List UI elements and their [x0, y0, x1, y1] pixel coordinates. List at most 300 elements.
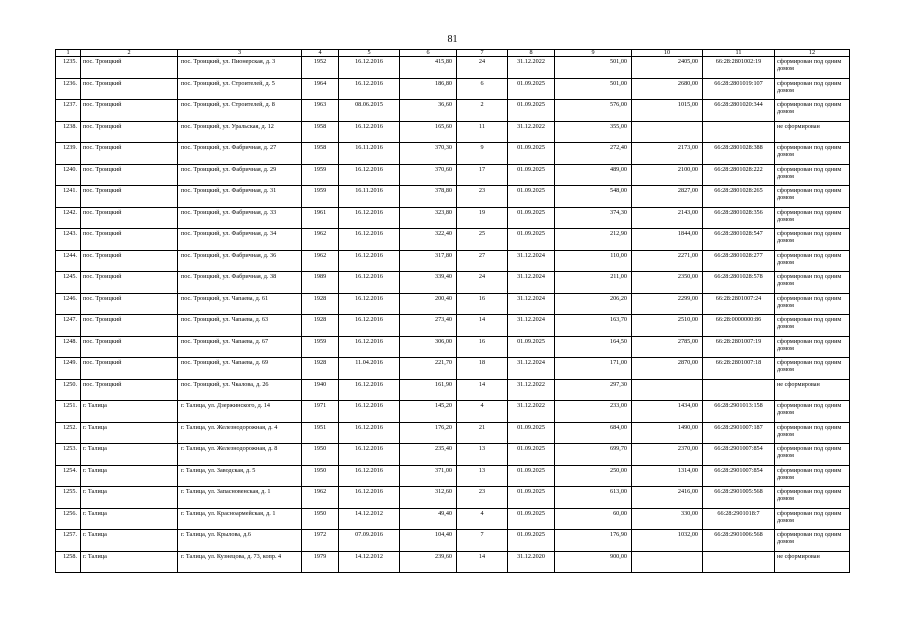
cell-settlement: пос. Троицкий: [81, 358, 178, 380]
cell-address: пос. Троицкий, ул. Фабричная, д. 38: [178, 272, 302, 294]
cell-value-a: 501,00: [555, 78, 632, 100]
cell-settlement: пос. Троицкий: [81, 293, 178, 315]
cell-row-number: 1252.: [56, 422, 81, 444]
cell-date: 16.12.2016: [339, 121, 400, 143]
column-number-9: 9: [555, 50, 632, 57]
cell-date: 16.12.2016: [339, 78, 400, 100]
cell-area: 273,40: [400, 315, 457, 337]
cell-value-b: 1490,00: [632, 422, 703, 444]
cell-date: 14.12.2012: [339, 508, 400, 530]
cell-cadastral-number: 66:28:2801007:24: [703, 293, 775, 315]
cell-build-year: 1962: [302, 250, 339, 272]
cell-residents: 6: [457, 78, 508, 100]
cell-area: 371,00: [400, 465, 457, 487]
cell-address: г. Талица, ул. Крылова, д.6: [178, 530, 302, 552]
column-number-1: 1: [56, 50, 81, 57]
cell-residents: 14: [457, 551, 508, 573]
cell-value-a: 60,00: [555, 508, 632, 530]
cell-deadline: 31.12.2024: [508, 315, 555, 337]
cell-date: 14.12.2012: [339, 551, 400, 573]
cell-residents: 23: [457, 487, 508, 509]
cell-build-year: 1952: [302, 57, 339, 79]
cell-residents: 7: [457, 530, 508, 552]
cell-settlement: пос. Троицкий: [81, 121, 178, 143]
table-row: [56, 186, 850, 208]
cell-value-b: 2680,00: [632, 78, 703, 100]
cell-settlement: пос. Троицкий: [81, 186, 178, 208]
cell-settlement: г. Талица: [81, 487, 178, 509]
cell-settlement: г. Талица: [81, 508, 178, 530]
cell-date: 16.12.2016: [339, 444, 400, 466]
cell-value-a: 250,00: [555, 465, 632, 487]
cell-value-b: 1032,00: [632, 530, 703, 552]
cell-address: г. Талица, ул. Кузнецова, д. 73, копр. 4: [178, 551, 302, 573]
cell-area: 323,80: [400, 207, 457, 229]
cell-value-b: 2785,00: [632, 336, 703, 358]
cell-settlement: пос. Троицкий: [81, 143, 178, 165]
cell-residents: 16: [457, 336, 508, 358]
cell-land-status: сформирован под одним домом: [775, 508, 850, 530]
cell-land-status: сформирован под одним домом: [775, 100, 850, 122]
cell-value-a: 699,70: [555, 444, 632, 466]
cell-build-year: 1950: [302, 508, 339, 530]
cell-value-b: [632, 121, 703, 143]
column-number-3: 3: [178, 50, 302, 57]
cell-cadastral-number: 66:28:2801007:18: [703, 358, 775, 380]
cell-deadline: 01.09.2025: [508, 186, 555, 208]
cell-build-year: 1950: [302, 465, 339, 487]
cell-value-a: 297,30: [555, 379, 632, 401]
cell-build-year: 1979: [302, 551, 339, 573]
cell-deadline: 31.12.2024: [508, 272, 555, 294]
cell-land-status: сформирован под одним домом: [775, 336, 850, 358]
cell-value-a: 355,00: [555, 121, 632, 143]
cell-deadline: 31.12.2024: [508, 358, 555, 380]
cell-value-a: 613,00: [555, 487, 632, 509]
cell-value-b: 1015,00: [632, 100, 703, 122]
cell-row-number: 1258.: [56, 551, 81, 573]
cell-value-a: 176,90: [555, 530, 632, 552]
cell-value-a: 374,30: [555, 207, 632, 229]
cell-value-b: 2143,00: [632, 207, 703, 229]
cell-row-number: 1244.: [56, 250, 81, 272]
cell-deadline: 01.09.2025: [508, 487, 555, 509]
table-row: [56, 336, 850, 358]
cell-row-number: 1257.: [56, 530, 81, 552]
cell-land-status: сформирован под одним домом: [775, 358, 850, 380]
cell-residents: 23: [457, 186, 508, 208]
cell-address: пос. Троицкий, ул. Чапаева, д. 69: [178, 358, 302, 380]
cell-value-a: 233,00: [555, 401, 632, 423]
cell-row-number: 1236.: [56, 78, 81, 100]
cell-settlement: пос. Троицкий: [81, 164, 178, 186]
column-number-5: 5: [339, 50, 400, 57]
cell-land-status: сформирован под одним домом: [775, 465, 850, 487]
cell-settlement: г. Талица: [81, 530, 178, 552]
cell-land-status: сформирован под одним домом: [775, 487, 850, 509]
cell-date: 16.12.2016: [339, 336, 400, 358]
cell-value-a: 211,00: [555, 272, 632, 294]
cell-residents: 19: [457, 207, 508, 229]
cell-deadline: 01.09.2025: [508, 100, 555, 122]
cell-date: 16.12.2016: [339, 164, 400, 186]
cell-date: 16.12.2016: [339, 401, 400, 423]
table-row: [56, 229, 850, 251]
cell-land-status: сформирован под одним домом: [775, 293, 850, 315]
table-row: [56, 551, 850, 573]
cell-settlement: пос. Троицкий: [81, 100, 178, 122]
cell-area: 306,00: [400, 336, 457, 358]
cell-value-b: 2271,00: [632, 250, 703, 272]
cell-deadline: 31.12.2022: [508, 57, 555, 79]
table-row: [56, 272, 850, 294]
cell-settlement: г. Талица: [81, 422, 178, 444]
cell-row-number: 1243.: [56, 229, 81, 251]
cell-settlement: пос. Троицкий: [81, 315, 178, 337]
cell-land-status: сформирован под одним домом: [775, 250, 850, 272]
cell-cadastral-number: [703, 551, 775, 573]
table-row: [56, 100, 850, 122]
cell-date: 16.12.2016: [339, 57, 400, 79]
cell-land-status: не сформирован: [775, 379, 850, 401]
table-row: [56, 121, 850, 143]
cell-area: 239,60: [400, 551, 457, 573]
cell-settlement: пос. Троицкий: [81, 78, 178, 100]
cell-row-number: 1254.: [56, 465, 81, 487]
cell-date: 07.09.2016: [339, 530, 400, 552]
cell-cadastral-number: 66:28:2801028:222: [703, 164, 775, 186]
cell-build-year: 1963: [302, 100, 339, 122]
cell-date: 16.11.2016: [339, 143, 400, 165]
cell-address: г. Талица, ул. Заводская, д. 5: [178, 465, 302, 487]
cell-address: пос. Троицкий, ул. Фабричная, д. 29: [178, 164, 302, 186]
cell-residents: 4: [457, 508, 508, 530]
cell-value-a: 110,00: [555, 250, 632, 272]
table-row: [56, 315, 850, 337]
cell-row-number: 1241.: [56, 186, 81, 208]
table-row: [56, 465, 850, 487]
cell-land-status: не сформирован: [775, 551, 850, 573]
cell-area: 235,40: [400, 444, 457, 466]
table-row: [56, 57, 850, 79]
cell-deadline: 01.09.2025: [508, 465, 555, 487]
cell-settlement: г. Талица: [81, 444, 178, 466]
cell-build-year: 1972: [302, 530, 339, 552]
cell-value-a: 163,70: [555, 315, 632, 337]
cell-date: 16.12.2016: [339, 315, 400, 337]
cell-cadastral-number: 66:28:2901005:568: [703, 487, 775, 509]
cell-value-b: 2405,00: [632, 57, 703, 79]
column-number-row: [56, 50, 850, 57]
cell-build-year: 1989: [302, 272, 339, 294]
cell-address: пос. Троицкий, ул. Чапаева, д. 63: [178, 315, 302, 337]
cell-build-year: 1940: [302, 379, 339, 401]
column-number-4: 4: [302, 50, 339, 57]
cell-residents: 11: [457, 121, 508, 143]
cell-land-status: сформирован под одним домом: [775, 164, 850, 186]
cell-address: пос. Троицкий, ул. Фабричная, д. 27: [178, 143, 302, 165]
cell-cadastral-number: 66:28:2801028:277: [703, 250, 775, 272]
cell-area: 36,60: [400, 100, 457, 122]
cell-deadline: 01.09.2025: [508, 422, 555, 444]
cell-residents: 9: [457, 143, 508, 165]
cell-deadline: 01.09.2025: [508, 530, 555, 552]
cell-settlement: пос. Троицкий: [81, 57, 178, 79]
cell-area: 176,20: [400, 422, 457, 444]
cell-address: пос. Троицкий, ул. Чапаева, д. 61: [178, 293, 302, 315]
cell-address: пос. Троицкий, ул. Чкалова, д. 26: [178, 379, 302, 401]
cell-row-number: 1247.: [56, 315, 81, 337]
cell-residents: 13: [457, 444, 508, 466]
cell-value-b: 2827,00: [632, 186, 703, 208]
cell-row-number: 1235.: [56, 57, 81, 79]
cell-cadastral-number: 66:28:2901018:7: [703, 508, 775, 530]
table-row: [56, 250, 850, 272]
table-row: [56, 444, 850, 466]
cell-land-status: сформирован под одним домом: [775, 207, 850, 229]
cell-area: 200,40: [400, 293, 457, 315]
table-row: [56, 78, 850, 100]
cell-residents: 21: [457, 422, 508, 444]
cell-residents: 14: [457, 315, 508, 337]
cell-deadline: 01.09.2025: [508, 164, 555, 186]
table-row: [56, 143, 850, 165]
cell-settlement: пос. Троицкий: [81, 207, 178, 229]
table-row: [56, 530, 850, 552]
column-number-10: 10: [632, 50, 703, 57]
cell-date: 16.12.2016: [339, 272, 400, 294]
cell-address: г. Талица, ул. Дзержинского, д. 14: [178, 401, 302, 423]
cell-date: 16.12.2016: [339, 229, 400, 251]
cell-date: 08.06.2015: [339, 100, 400, 122]
cell-build-year: 1928: [302, 293, 339, 315]
cell-address: г. Талица, ул. Запасновенская, д. 1: [178, 487, 302, 509]
table-row: [56, 401, 850, 423]
cell-area: 370,30: [400, 143, 457, 165]
cell-area: 165,60: [400, 121, 457, 143]
cell-build-year: 1959: [302, 186, 339, 208]
cell-address: г. Талица, ул. Красноармейская, д. 1: [178, 508, 302, 530]
cell-area: 339,40: [400, 272, 457, 294]
cell-value-b: 2299,00: [632, 293, 703, 315]
cell-date: 16.12.2016: [339, 250, 400, 272]
cell-value-a: 489,00: [555, 164, 632, 186]
cell-value-b: 1434,00: [632, 401, 703, 423]
column-number-7: 7: [457, 50, 508, 57]
cell-row-number: 1242.: [56, 207, 81, 229]
cell-build-year: 1951: [302, 422, 339, 444]
cell-value-a: 272,40: [555, 143, 632, 165]
column-number-2: 2: [81, 50, 178, 57]
cell-row-number: 1237.: [56, 100, 81, 122]
cell-value-b: 2510,00: [632, 315, 703, 337]
cell-area: 312,60: [400, 487, 457, 509]
cell-value-b: 1314,00: [632, 465, 703, 487]
cell-address: пос. Троицкий, ул. Фабричная, д. 34: [178, 229, 302, 251]
cell-build-year: 1964: [302, 78, 339, 100]
cell-address: пос. Троицкий, ул. Уральская, д. 12: [178, 121, 302, 143]
cell-deadline: 01.09.2025: [508, 207, 555, 229]
cell-value-b: 2100,00: [632, 164, 703, 186]
table-row: [56, 358, 850, 380]
cell-area: 415,80: [400, 57, 457, 79]
cell-residents: 25: [457, 229, 508, 251]
cell-build-year: 1958: [302, 121, 339, 143]
cell-area: 145,20: [400, 401, 457, 423]
cell-deadline: 31.12.2022: [508, 121, 555, 143]
cell-residents: 4: [457, 401, 508, 423]
cell-build-year: 1959: [302, 336, 339, 358]
cell-row-number: 1253.: [56, 444, 81, 466]
cell-value-b: 2416,00: [632, 487, 703, 509]
table-body: [56, 57, 850, 573]
cell-land-status: сформирован под одним домом: [775, 530, 850, 552]
cell-value-a: 576,00: [555, 100, 632, 122]
cell-address: пос. Троицкий, ул. Строителей, д. 5: [178, 78, 302, 100]
cell-residents: 24: [457, 272, 508, 294]
cell-area: 370,60: [400, 164, 457, 186]
cell-deadline: 31.12.2022: [508, 401, 555, 423]
cell-land-status: сформирован под одним домом: [775, 422, 850, 444]
cell-settlement: пос. Троицкий: [81, 336, 178, 358]
cell-cadastral-number: 66:28:2901013:158: [703, 401, 775, 423]
table-row: [56, 379, 850, 401]
cell-residents: 17: [457, 164, 508, 186]
cell-settlement: пос. Троицкий: [81, 250, 178, 272]
cell-date: 16.12.2016: [339, 379, 400, 401]
cell-area: 317,80: [400, 250, 457, 272]
cell-address: пос. Троицкий, ул. Пионерская, д. 3: [178, 57, 302, 79]
cell-area: 322,40: [400, 229, 457, 251]
table-row: [56, 207, 850, 229]
cell-address: г. Талица, ул. Железнодорожная, д. 4: [178, 422, 302, 444]
cell-area: 161,90: [400, 379, 457, 401]
cell-cadastral-number: 66:28:2901007:187: [703, 422, 775, 444]
cell-date: 16.12.2016: [339, 422, 400, 444]
cell-address: г. Талица, ул. Железнодорожная, д. 8: [178, 444, 302, 466]
cell-cadastral-number: 66:28:2801028:578: [703, 272, 775, 294]
cell-row-number: 1240.: [56, 164, 81, 186]
cell-build-year: 1959: [302, 164, 339, 186]
cell-deadline: 31.12.2020: [508, 551, 555, 573]
cell-settlement: г. Талица: [81, 401, 178, 423]
cell-cadastral-number: 66:28:0000000:86: [703, 315, 775, 337]
cell-land-status: сформирован под одним домом: [775, 229, 850, 251]
cell-value-a: 501,00: [555, 57, 632, 79]
table-row: [56, 422, 850, 444]
cell-date: 16.12.2016: [339, 207, 400, 229]
cell-land-status: не сформирован: [775, 121, 850, 143]
cell-deadline: 01.09.2025: [508, 508, 555, 530]
cell-date: 16.11.2016: [339, 186, 400, 208]
table-row: [56, 164, 850, 186]
cell-row-number: 1245.: [56, 272, 81, 294]
column-number-6: 6: [400, 50, 457, 57]
cell-cadastral-number: [703, 121, 775, 143]
column-number-12: 12: [775, 50, 850, 57]
cell-row-number: 1238.: [56, 121, 81, 143]
cell-settlement: г. Талица: [81, 465, 178, 487]
cell-land-status: сформирован под одним домом: [775, 57, 850, 79]
cell-row-number: 1255.: [56, 487, 81, 509]
cell-deadline: 01.09.2025: [508, 336, 555, 358]
cell-area: 378,80: [400, 186, 457, 208]
cell-settlement: пос. Троицкий: [81, 272, 178, 294]
cell-residents: 2: [457, 100, 508, 122]
cell-value-a: 212,90: [555, 229, 632, 251]
cell-residents: 13: [457, 465, 508, 487]
cell-settlement: г. Талица: [81, 551, 178, 573]
cell-residents: 24: [457, 57, 508, 79]
cell-value-a: 684,00: [555, 422, 632, 444]
cell-value-a: 548,00: [555, 186, 632, 208]
cell-build-year: 1971: [302, 401, 339, 423]
cell-cadastral-number: 66:28:2901006:568: [703, 530, 775, 552]
cell-cadastral-number: [703, 379, 775, 401]
cell-address: пос. Троицкий, ул. Фабричная, д. 33: [178, 207, 302, 229]
cell-date: 16.12.2016: [339, 465, 400, 487]
cell-row-number: 1249.: [56, 358, 81, 380]
cell-address: пос. Троицкий, ул. Чапаева, д. 67: [178, 336, 302, 358]
cell-deadline: 01.09.2025: [508, 78, 555, 100]
table-row: [56, 508, 850, 530]
cell-deadline: 01.09.2025: [508, 143, 555, 165]
column-number-8: 8: [508, 50, 555, 57]
cell-deadline: 01.09.2025: [508, 229, 555, 251]
housing-registry-table: [55, 49, 850, 573]
cell-cadastral-number: 66:28:2801020:344: [703, 100, 775, 122]
cell-land-status: сформирован под одним домом: [775, 272, 850, 294]
cell-address: пос. Троицкий, ул. Фабричная, д. 31: [178, 186, 302, 208]
cell-address: пос. Троицкий, ул. Фабричная, д. 36: [178, 250, 302, 272]
cell-residents: 18: [457, 358, 508, 380]
cell-settlement: пос. Троицкий: [81, 379, 178, 401]
cell-deadline: 01.09.2025: [508, 444, 555, 466]
table-row: [56, 293, 850, 315]
cell-date: 16.12.2016: [339, 293, 400, 315]
cell-date: 11.04.2016: [339, 358, 400, 380]
cell-land-status: сформирован под одним домом: [775, 401, 850, 423]
cell-address: пос. Троицкий, ул. Строителей, д. 8: [178, 100, 302, 122]
cell-land-status: сформирован под одним домом: [775, 78, 850, 100]
cell-cadastral-number: 66:28:2801028:547: [703, 229, 775, 251]
cell-build-year: 1962: [302, 229, 339, 251]
cell-cadastral-number: 66:28:2901007:854: [703, 444, 775, 466]
cell-build-year: 1928: [302, 315, 339, 337]
cell-land-status: сформирован под одним домом: [775, 315, 850, 337]
cell-residents: 27: [457, 250, 508, 272]
cell-build-year: 1962: [302, 487, 339, 509]
cell-land-status: сформирован под одним домом: [775, 186, 850, 208]
cell-value-a: 206,20: [555, 293, 632, 315]
cell-residents: 16: [457, 293, 508, 315]
cell-land-status: сформирован под одним домом: [775, 444, 850, 466]
cell-row-number: 1256.: [56, 508, 81, 530]
cell-value-b: 2370,00: [632, 444, 703, 466]
cell-cadastral-number: 66:28:2801028:265: [703, 186, 775, 208]
cell-cadastral-number: 66:28:2801028:356: [703, 207, 775, 229]
cell-row-number: 1246.: [56, 293, 81, 315]
cell-value-b: 2870,00: [632, 358, 703, 380]
cell-build-year: 1928: [302, 358, 339, 380]
cell-cadastral-number: 66:28:2801007:19: [703, 336, 775, 358]
cell-value-b: 2350,00: [632, 272, 703, 294]
cell-value-a: 900,00: [555, 551, 632, 573]
cell-value-b: 330,00: [632, 508, 703, 530]
cell-deadline: 31.12.2022: [508, 379, 555, 401]
page-number: 81: [447, 34, 458, 45]
cell-area: 221,70: [400, 358, 457, 380]
